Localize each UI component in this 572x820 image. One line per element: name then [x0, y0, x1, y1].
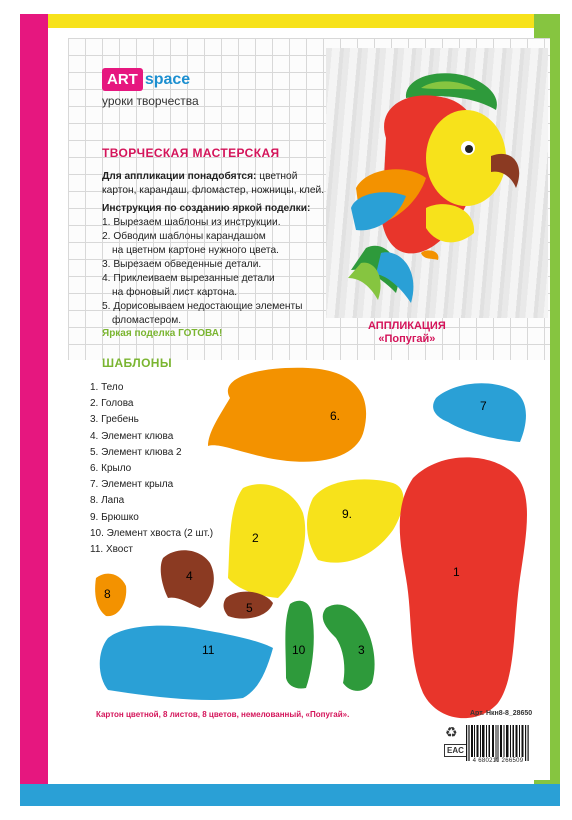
materials-label: Для аппликации понадобятся: [102, 171, 257, 182]
shape-label-3: 3 [358, 643, 365, 657]
article-number: Арт. Нкн8-8_28650 [470, 710, 533, 717]
recycle-icon: ♻ [445, 724, 458, 740]
white-panel [68, 38, 550, 780]
shape-label-11: 11 [202, 643, 215, 657]
instructions-label: Инструкция по созданию яркой поделки: [102, 203, 311, 214]
materials-text: цветной картон, карандаш, фломастер, ножницы, клей. [102, 171, 325, 196]
product-title: Картон цветной, 8 листов, 8 цветов, немелованный, «Попугай». [96, 710, 350, 719]
shape-label-1: 1 [453, 565, 460, 579]
templates-heading: ШАБЛОНЫ [102, 356, 173, 370]
shape-label-6: 6. [330, 409, 341, 423]
template-item: 6. Крыло [90, 463, 132, 475]
step-1: 1. Вырезаем шаблоны из инструкции. [102, 217, 281, 228]
logo-art: ART [102, 68, 143, 91]
template-item: 1. Тело [90, 382, 124, 393]
blue-bottom-strip [20, 784, 560, 806]
template-item: 10. Элемент хвоста (2 шт.) [90, 527, 214, 539]
yellow-top-strip [20, 14, 560, 28]
shape-label-2: 2 [252, 531, 259, 545]
product-cover [20, 14, 560, 806]
shape-label-10: 10 [292, 643, 306, 657]
template-item: 8. Лапа [90, 495, 125, 507]
shape-head [228, 484, 305, 598]
template-item: 3. Гребень [90, 414, 139, 426]
template-item: 7. Элемент крыла [90, 479, 174, 491]
application-title-line2: «Попугай» [378, 333, 436, 345]
shape-label-5: 5 [246, 601, 253, 615]
barcode-number: 4 680211 266509 [472, 758, 524, 764]
ready-text: Яркая поделка ГОТОВА! [102, 328, 223, 339]
shape-body [400, 457, 527, 718]
template-item: 9. Брюшко [90, 511, 139, 523]
shape-crest [323, 604, 375, 690]
shape-belly [307, 479, 404, 562]
pink-left-strip [20, 14, 48, 806]
shape-label-8: 8 [104, 587, 111, 601]
step-2: 2. Обводим шаблоны карандашом [102, 231, 266, 242]
template-item: 2. Голова [90, 398, 134, 410]
step-5-cont: фломастером. [112, 315, 182, 326]
template-item: 11. Хвост [90, 544, 133, 556]
template-shapes [68, 38, 550, 780]
workshop-heading: ТВОРЧЕСКАЯ МАСТЕРСКАЯ [102, 146, 280, 160]
template-item: 5. Элемент клюва 2 [90, 446, 182, 458]
shape-tail [100, 626, 273, 700]
shape-label-7: 7 [480, 399, 487, 413]
shape-wing [208, 368, 366, 462]
eac-mark: EAC [444, 744, 467, 757]
shape-label-9: 9. [342, 507, 353, 521]
step-5: 5. Дорисовываем недостающие элементы [102, 301, 303, 312]
shape-paw [95, 574, 126, 617]
template-item: 4. Элемент клюва [90, 430, 174, 442]
shape-label-4: 4 [186, 569, 193, 583]
brand-tagline: уроки творчества [102, 94, 199, 108]
step-4-cont: на фоновый лист картона. [112, 287, 238, 298]
logo-space: space [144, 70, 191, 88]
application-title-line1: АППЛИКАЦИЯ [368, 320, 446, 332]
step-4: 4. Приклеиваем вырезанные детали [102, 273, 275, 284]
step-3: 3. Вырезаем обведенные детали. [102, 259, 262, 270]
step-2-cont: на цветном картоне нужного цвета. [112, 245, 279, 256]
